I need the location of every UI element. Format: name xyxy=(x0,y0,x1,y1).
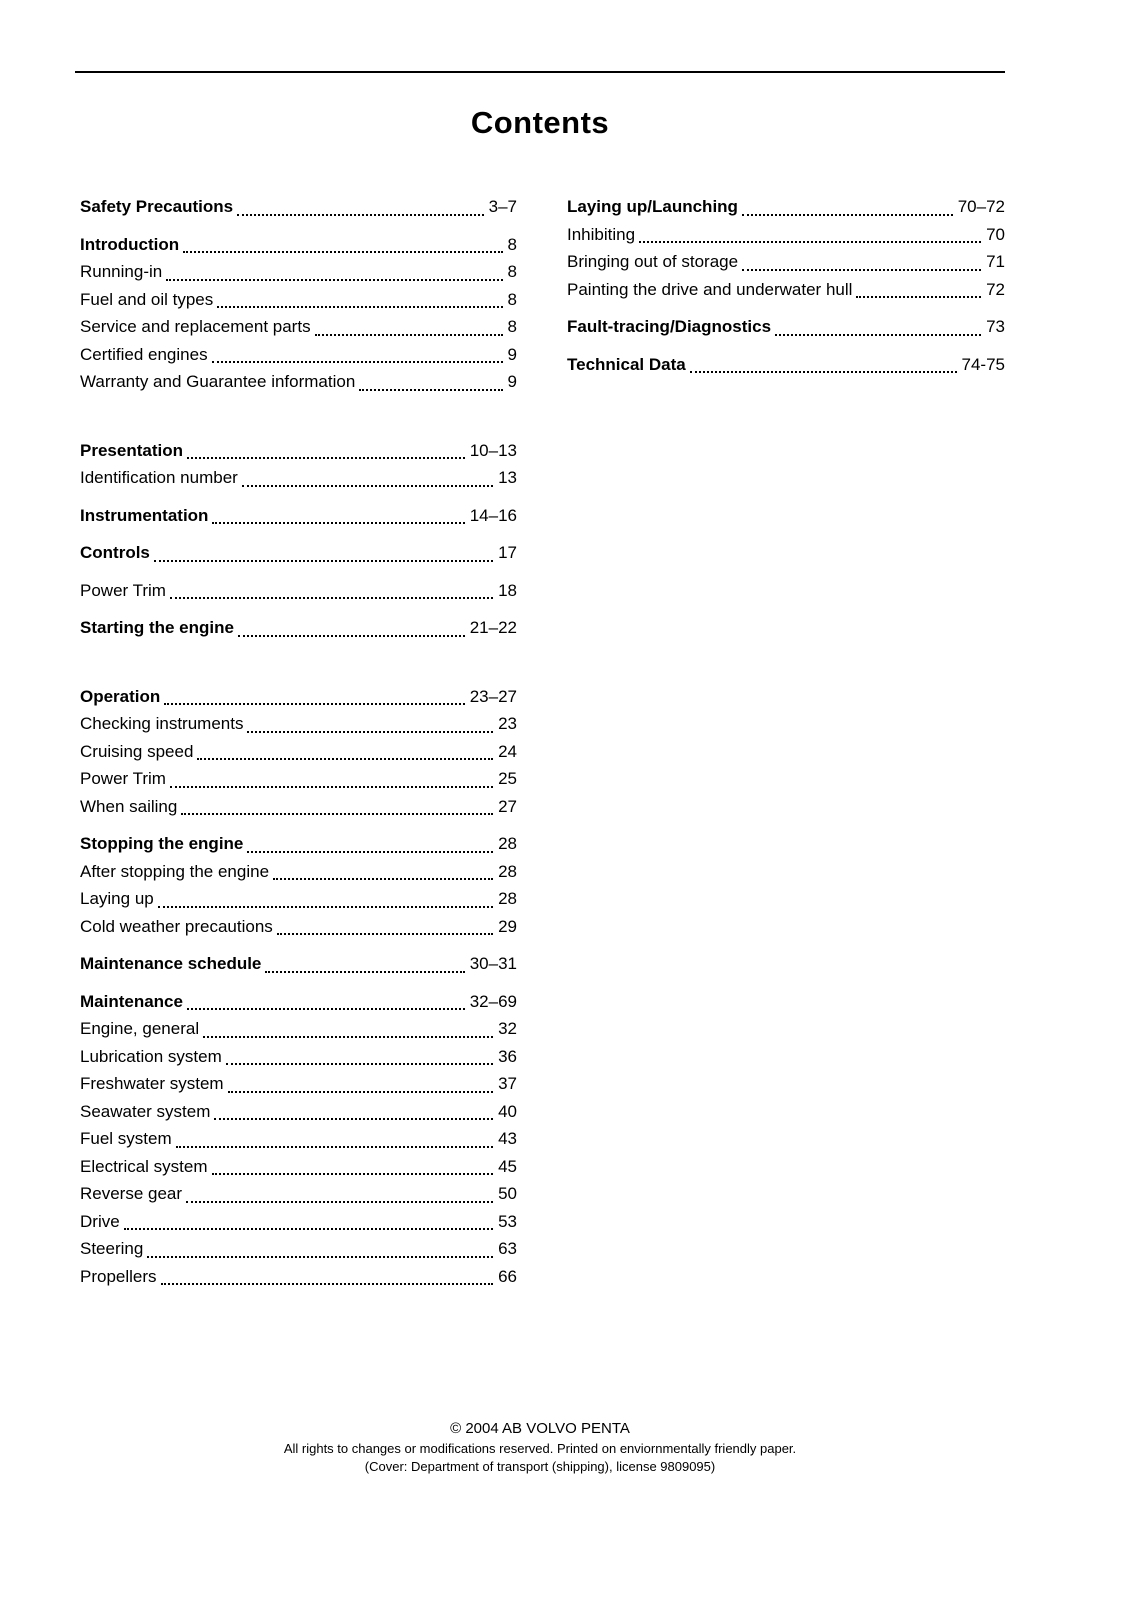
toc-entry-page: 63 xyxy=(498,1239,517,1258)
dot-leader xyxy=(217,306,502,308)
dot-leader xyxy=(203,1036,493,1038)
toc-entry-label: Steering xyxy=(80,1239,144,1258)
toc-entry-page: 8 xyxy=(507,289,517,309)
toc-column-left xyxy=(80,193,517,1290)
toc-entry-page: 50 xyxy=(498,1184,517,1203)
toc-entry-label: Drive xyxy=(80,1211,120,1231)
toc-entry-page: 8 xyxy=(507,262,517,281)
toc-entry-label: Maintenance schedule xyxy=(80,954,262,973)
top-horizontal-rule xyxy=(75,71,1005,73)
toc-entry-page: 53 xyxy=(498,1211,517,1231)
toc-entry-page: 37 xyxy=(498,1074,517,1093)
toc-entry xyxy=(567,276,1005,304)
dot-leader xyxy=(856,296,981,298)
toc-entry xyxy=(80,793,517,821)
toc-entry-label: Cold weather precautions xyxy=(80,916,273,936)
dot-leader xyxy=(265,971,464,973)
dot-leader xyxy=(186,1201,493,1203)
toc-entry-page: 72 xyxy=(986,279,1005,299)
toc-entry-label: Starting the engine xyxy=(80,618,234,637)
toc-entry-label: Painting the drive and underwater hull xyxy=(567,279,853,299)
toc-entry-page: 40 xyxy=(498,1101,517,1121)
toc-entry-label: Checking instruments xyxy=(80,714,244,733)
toc-entry-page: 66 xyxy=(498,1266,517,1286)
toc-entry-label: Seawater system xyxy=(80,1101,211,1121)
toc-entry-label: Cruising speed xyxy=(80,741,194,761)
toc-entry xyxy=(567,193,1005,221)
toc-entry xyxy=(80,313,517,341)
toc-entry-label: Warranty and Guarantee information xyxy=(80,372,356,391)
toc-entry-label: Power Trim xyxy=(80,769,166,788)
toc-entry-label: Presentation xyxy=(80,440,183,460)
toc-entry-label: Inhibiting xyxy=(567,224,636,244)
toc-entry-page: 23–27 xyxy=(469,686,517,706)
toc-entry-label: Engine, general xyxy=(80,1019,200,1038)
dot-leader xyxy=(187,1008,465,1010)
footer-rights-notice: All rights to changes or modifications reserved. Printed on enviornmentally friendly paper. xyxy=(283,1441,797,1456)
dot-leader xyxy=(161,1283,494,1285)
toc-entry-label: Freshwater system xyxy=(80,1074,224,1093)
toc-entry xyxy=(567,351,1005,379)
toc-entry-page: 21–22 xyxy=(469,618,517,637)
dot-leader xyxy=(166,279,502,281)
toc-entry-page: 3–7 xyxy=(488,197,517,216)
toc-entry-page: 28 xyxy=(498,861,517,881)
dot-leader xyxy=(158,906,493,908)
toc-entry-label: Propellers xyxy=(80,1266,157,1286)
toc-entry-label: Power Trim xyxy=(80,580,166,600)
toc-entry-page: 43 xyxy=(498,1129,517,1148)
toc-entry-label: Laying up xyxy=(80,889,154,908)
dot-leader xyxy=(212,1173,494,1175)
page-footer xyxy=(75,1420,1005,1474)
dot-leader xyxy=(742,269,981,271)
toc-entry-page: 8 xyxy=(507,234,517,254)
toc-entry-label: Laying up/Launching xyxy=(567,197,738,216)
dot-leader xyxy=(277,933,493,935)
dot-leader xyxy=(170,597,493,599)
toc-entry xyxy=(80,1070,517,1098)
toc-entry-page: 32 xyxy=(498,1019,517,1038)
toc-entry-page: 29 xyxy=(498,916,517,936)
dot-leader xyxy=(164,703,464,705)
toc-entry-label: Running-in xyxy=(80,262,163,281)
toc-entry xyxy=(80,341,517,369)
dot-leader xyxy=(315,334,503,336)
dot-leader xyxy=(183,251,502,253)
dot-leader xyxy=(639,241,981,243)
dot-leader xyxy=(212,522,464,524)
dot-leader xyxy=(775,334,981,336)
dot-leader xyxy=(147,1256,493,1258)
toc-entry-page: 23 xyxy=(498,714,517,733)
toc-entry xyxy=(80,193,517,221)
dot-leader xyxy=(247,851,493,853)
toc-entry-page: 9 xyxy=(507,372,517,391)
toc-entry-label: Maintenance xyxy=(80,991,183,1011)
toc-entry-page: 13 xyxy=(498,468,517,487)
dot-leader xyxy=(273,878,493,880)
dot-leader xyxy=(247,731,493,733)
toc-entry xyxy=(80,231,517,259)
toc-entry xyxy=(80,464,517,492)
toc-entry-page: 24 xyxy=(498,741,517,761)
dot-leader xyxy=(359,389,502,391)
toc-column-right xyxy=(567,193,1005,1290)
toc-entry xyxy=(80,765,517,793)
toc-entry-label: Electrical system xyxy=(80,1156,208,1176)
toc-entry-page: 18 xyxy=(498,580,517,600)
toc-entry-page: 8 xyxy=(507,317,517,336)
toc-entry-page: 74-75 xyxy=(961,354,1005,374)
toc-entry-label: Service and replacement parts xyxy=(80,317,311,336)
toc-entry xyxy=(80,258,517,286)
toc-entry-label: Stopping the engine xyxy=(80,834,244,853)
toc-entry-page: 45 xyxy=(498,1156,517,1176)
toc-entry-page: 25 xyxy=(498,769,517,788)
toc-entry-label: Lubrication system xyxy=(80,1046,222,1066)
toc-columns xyxy=(80,193,1005,1290)
toc-entry-page: 27 xyxy=(498,796,517,816)
toc-entry xyxy=(80,913,517,941)
dot-leader xyxy=(214,1118,493,1120)
toc-entry-page: 9 xyxy=(507,344,517,364)
toc-entry-label: When sailing xyxy=(80,796,178,816)
dot-leader xyxy=(242,485,493,487)
toc-entry-label: Operation xyxy=(80,686,161,706)
toc-entry-page: 70–72 xyxy=(957,197,1005,216)
toc-entry-label: Technical Data xyxy=(567,354,686,374)
toc-entry xyxy=(80,1015,517,1043)
toc-entry xyxy=(80,710,517,738)
toc-entry-page: 30–31 xyxy=(469,954,517,973)
toc-entry xyxy=(80,1098,517,1126)
toc-entry xyxy=(80,577,517,605)
dot-leader xyxy=(228,1091,493,1093)
toc-entry-page: 36 xyxy=(498,1046,517,1066)
dot-leader xyxy=(197,758,493,760)
toc-entry xyxy=(80,988,517,1016)
toc-entry-label: Reverse gear xyxy=(80,1184,183,1203)
toc-entry xyxy=(80,286,517,314)
toc-entry xyxy=(80,539,517,567)
toc-entry-page: 17 xyxy=(498,543,517,562)
toc-entry xyxy=(80,614,517,642)
dot-leader xyxy=(176,1146,493,1148)
toc-entry xyxy=(567,248,1005,276)
dot-leader xyxy=(237,214,484,216)
dot-leader xyxy=(238,635,465,637)
toc-entry-page: 73 xyxy=(986,317,1005,336)
footer-copyright: © 2004 AB VOLVO PENTA xyxy=(450,1420,630,1437)
toc-entry xyxy=(80,738,517,766)
toc-entry xyxy=(567,221,1005,249)
dot-leader xyxy=(170,786,493,788)
footer-cover-note: (Cover: Department of transport (shipping), license 9809095) xyxy=(364,1459,716,1474)
toc-entry-page: 28 xyxy=(498,834,517,853)
dot-leader xyxy=(226,1063,493,1065)
toc-entry xyxy=(567,313,1005,341)
toc-entry-label: Identification number xyxy=(80,468,238,487)
page-title: Contents xyxy=(470,105,610,140)
toc-entry-page: 10–13 xyxy=(469,440,517,460)
toc-entry-page: 28 xyxy=(498,889,517,908)
toc-entry xyxy=(80,1235,517,1263)
dot-leader xyxy=(154,560,493,562)
toc-entry-page: 71 xyxy=(986,252,1005,271)
toc-entry-label: Safety Precautions xyxy=(80,197,234,216)
toc-entry-label: After stopping the engine xyxy=(80,861,270,881)
dot-leader xyxy=(690,371,957,373)
column-gap xyxy=(517,193,567,1290)
dot-leader xyxy=(212,361,503,363)
toc-entry xyxy=(80,1125,517,1153)
toc-entry xyxy=(80,437,517,465)
toc-entry-page: 32–69 xyxy=(469,991,517,1011)
toc-entry xyxy=(80,1180,517,1208)
toc-entry-label: Fuel system xyxy=(80,1129,172,1148)
toc-entry-label: Certified engines xyxy=(80,344,208,364)
dot-leader xyxy=(181,813,493,815)
toc-entry xyxy=(80,502,517,530)
toc-entry-page: 70 xyxy=(986,224,1005,244)
toc-entry xyxy=(80,830,517,858)
dot-leader xyxy=(187,457,465,459)
dot-leader xyxy=(742,214,953,216)
toc-entry xyxy=(80,1208,517,1236)
toc-entry xyxy=(80,858,517,886)
toc-entry-label: Fuel and oil types xyxy=(80,289,214,309)
toc-entry-label: Fault-tracing/Diagnostics xyxy=(567,317,772,336)
toc-entry xyxy=(80,1263,517,1291)
toc-entry-label: Instrumentation xyxy=(80,505,209,525)
toc-entry xyxy=(80,683,517,711)
toc-entry xyxy=(80,368,517,396)
toc-entry-label: Controls xyxy=(80,543,150,562)
toc-entry-label: Bringing out of storage xyxy=(567,252,739,271)
toc-entry xyxy=(80,1153,517,1181)
toc-entry xyxy=(80,1043,517,1071)
toc-entry-label: Introduction xyxy=(80,234,180,254)
toc-entry xyxy=(80,950,517,978)
toc-entry xyxy=(80,885,517,913)
toc-entry-page: 14–16 xyxy=(469,505,517,525)
dot-leader xyxy=(124,1228,493,1230)
